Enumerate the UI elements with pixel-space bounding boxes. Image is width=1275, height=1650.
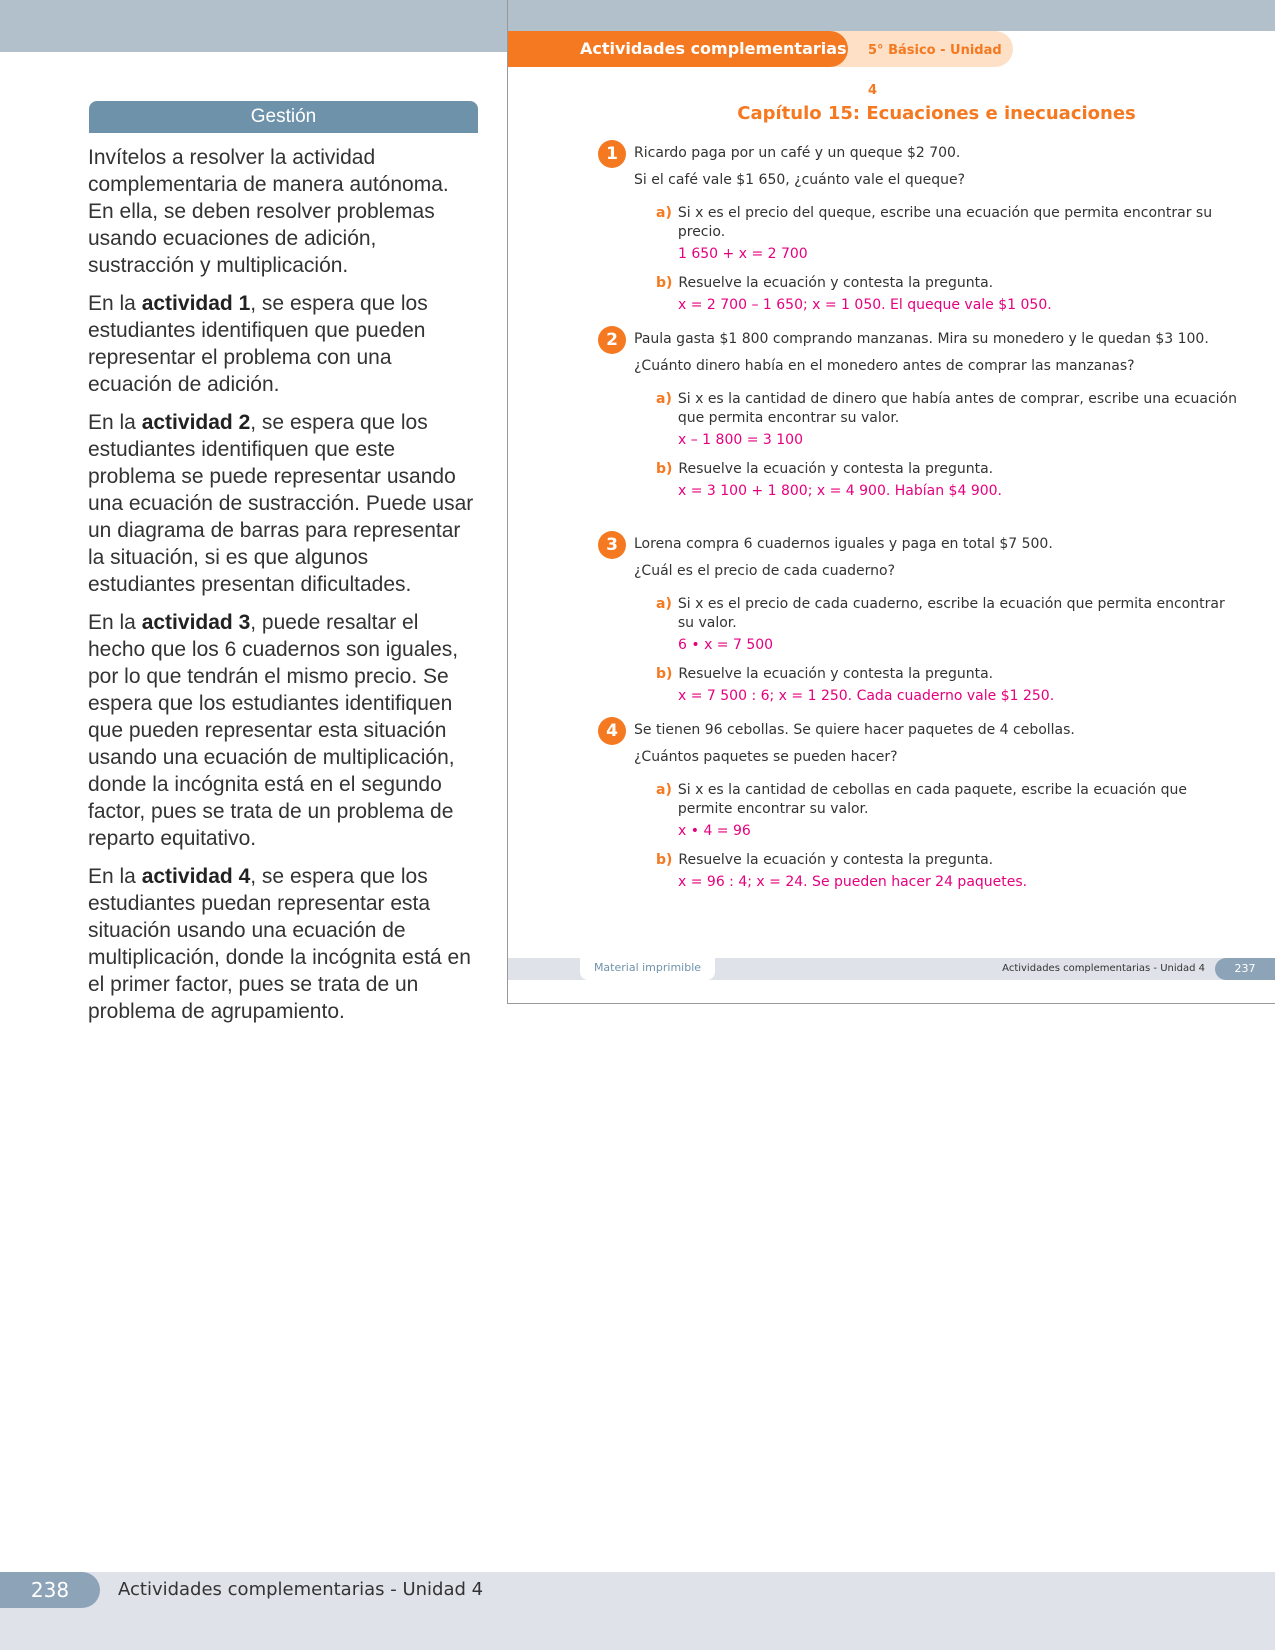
activity-4 <box>598 717 1248 892</box>
text: , puede resaltar el hecho que los 6 cuadernos son iguales, por lo que tendrán el mismo precio. Se espera que los estudiantes identifiquen que pueden representar esta situación usando una ecuación de multiplicación, donde la incógnita está en el segundo factor, pues se trata de un problema de reparto equitativo. <box>88 611 459 850</box>
text: , se espera que los estudiantes identifiquen que este problema se puede representar usando una ecuación de sustracción. Puede usar un diagrama de barras para representar la situación, si es que algunos estudiantes presentan dificultades. <box>88 411 474 596</box>
answer: x = 2 700 – 1 650; x = 1 050. El queque vale $1 050. <box>678 297 1052 313</box>
answer: x = 3 100 + 1 800; x = 4 900. Habían $4 900. <box>678 483 1002 499</box>
activity-3 <box>598 531 1248 706</box>
subquestion-text: Resuelve la ecuación y contesta la pregunta. <box>678 461 994 477</box>
subquestion-text: Resuelve la ecuación y contesta la pregunta. <box>678 275 994 291</box>
sheet-top-band <box>508 0 1275 31</box>
subquestion-label: a) <box>656 596 672 612</box>
subquestion-b <box>656 851 1248 892</box>
page-footer-title: Actividades complementarias - Unidad 4 <box>118 1579 484 1600</box>
text: En la <box>88 292 142 315</box>
activity-2 <box>598 326 1248 501</box>
gestion-heading: Gestión <box>89 101 478 133</box>
activity-statement: ¿Cuál es el precio de cada cuaderno? <box>634 563 896 579</box>
activity-number-badge: 3 <box>598 531 626 559</box>
subquestion-a <box>656 390 1248 450</box>
activity-statement: Paula gasta $1 800 comprando manzanas. Mira su monedero y le quedan $3 100. <box>634 331 1209 347</box>
subquestion-a <box>656 204 1248 264</box>
answer: x = 7 500 : 6; x = 1 250. Cada cuaderno vale $1 250. <box>678 688 1055 704</box>
subquestion-text: Resuelve la ecuación y contesta la pregunta. <box>678 666 994 682</box>
subquestion-label: b) <box>656 666 673 682</box>
sheet-page-number: 237 <box>1215 958 1275 980</box>
subquestion-label: b) <box>656 461 673 477</box>
subquestion-label: a) <box>656 782 672 798</box>
subquestion-b <box>656 274 1248 315</box>
subquestion-b <box>656 665 1248 706</box>
activity-1 <box>598 140 1248 315</box>
activity-statement: ¿Cuánto dinero había en el monedero antes de comprar las manzanas? <box>634 358 1135 374</box>
subquestion-b <box>656 460 1248 501</box>
section-tab: Actividades complementarias <box>508 31 848 67</box>
intro-paragraph: Invítelos a resolver la actividad complementaria de manera autónoma. En ella, se deben resolver problemas usando ecuaciones de adición, sustracción y multiplicación. <box>88 146 449 277</box>
gestion-text <box>88 144 478 1036</box>
text: En la <box>88 865 142 888</box>
subquestion-text: Resuelve la ecuación y contesta la pregunta. <box>678 852 994 868</box>
activity-ref: actividad 1 <box>141 292 251 315</box>
material-label: Material imprimible <box>580 958 715 980</box>
answer: 1 650 + x = 2 700 <box>678 246 808 262</box>
answer: x – 1 800 = 3 100 <box>678 432 803 448</box>
paragraph-activity-4 <box>88 863 478 1025</box>
activity-statement: Se tienen 96 cebollas. Se quiere hacer paquetes de 4 cebollas. <box>634 722 1075 738</box>
subquestion-text: Si x es la cantidad de dinero que había antes de comprar, escribe una ecuación que permita encontrar su valor. <box>677 391 1237 426</box>
activity-number-badge: 4 <box>598 717 626 745</box>
subquestion-label: b) <box>656 275 673 291</box>
chapter-title: Capítulo 15: Ecuaciones e inecuaciones <box>737 103 1136 124</box>
activity-statement: Si el café vale $1 650, ¿cuánto vale el queque? <box>634 172 966 188</box>
page-number: 238 <box>0 1572 100 1608</box>
subquestion-a <box>656 781 1248 841</box>
text: En la <box>88 611 142 634</box>
activity-ref: actividad 2 <box>141 411 251 434</box>
paragraph-activity-1 <box>88 290 478 398</box>
subquestion-a <box>656 595 1248 655</box>
text: , se espera que los estudiantes identifiquen que pueden representar el problema con una ecuación de adición. <box>88 292 428 396</box>
answer: x = 96 : 4; x = 24. Se pueden hacer 24 paquetes. <box>678 874 1028 890</box>
subquestion-text: Si x es el precio de cada cuaderno, escribe la ecuación que permita encontrar su valor. <box>677 596 1225 631</box>
text: En la <box>88 411 142 434</box>
activity-number-badge: 1 <box>598 140 626 168</box>
activity-ref: actividad 3 <box>141 611 251 634</box>
subquestion-text: Si x es el precio del queque, escribe una ecuación que permita encontrar su precio. <box>677 205 1213 240</box>
answer: x • 4 = 96 <box>678 823 751 839</box>
subquestion-text: Si x es la cantidad de cebollas en cada paquete, escribe la ecuación que permite encontrar su valor. <box>677 782 1187 817</box>
subquestion-label: a) <box>656 205 672 221</box>
activity-statement: Ricardo paga por un café y un queque $2 700. <box>634 145 961 161</box>
sheet-footer-title: Actividades complementarias - Unidad 4 <box>1002 963 1205 974</box>
subquestion-label: b) <box>656 852 673 868</box>
activity-sheet <box>507 0 1275 1004</box>
answer: 6 • x = 7 500 <box>678 637 774 653</box>
paragraph-activity-2 <box>88 409 478 598</box>
activity-statement: Lorena compra 6 cuadernos iguales y paga en total $7 500. <box>634 536 1053 552</box>
paragraph-activity-3 <box>88 609 478 852</box>
activity-ref: actividad 4 <box>141 865 251 888</box>
activity-statement: ¿Cuántos paquetes se pueden hacer? <box>634 749 898 765</box>
grade-tab: 5° Básico - Unidad 4 <box>808 31 1013 67</box>
activity-number-badge: 2 <box>598 326 626 354</box>
text: , se espera que los estudiantes puedan representar esta situación usando una ecuación de multiplicación, donde la incógnita está en el primer factor, pues se trata de un problema de agrupamiento. <box>88 865 471 1023</box>
subquestion-label: a) <box>656 391 672 407</box>
